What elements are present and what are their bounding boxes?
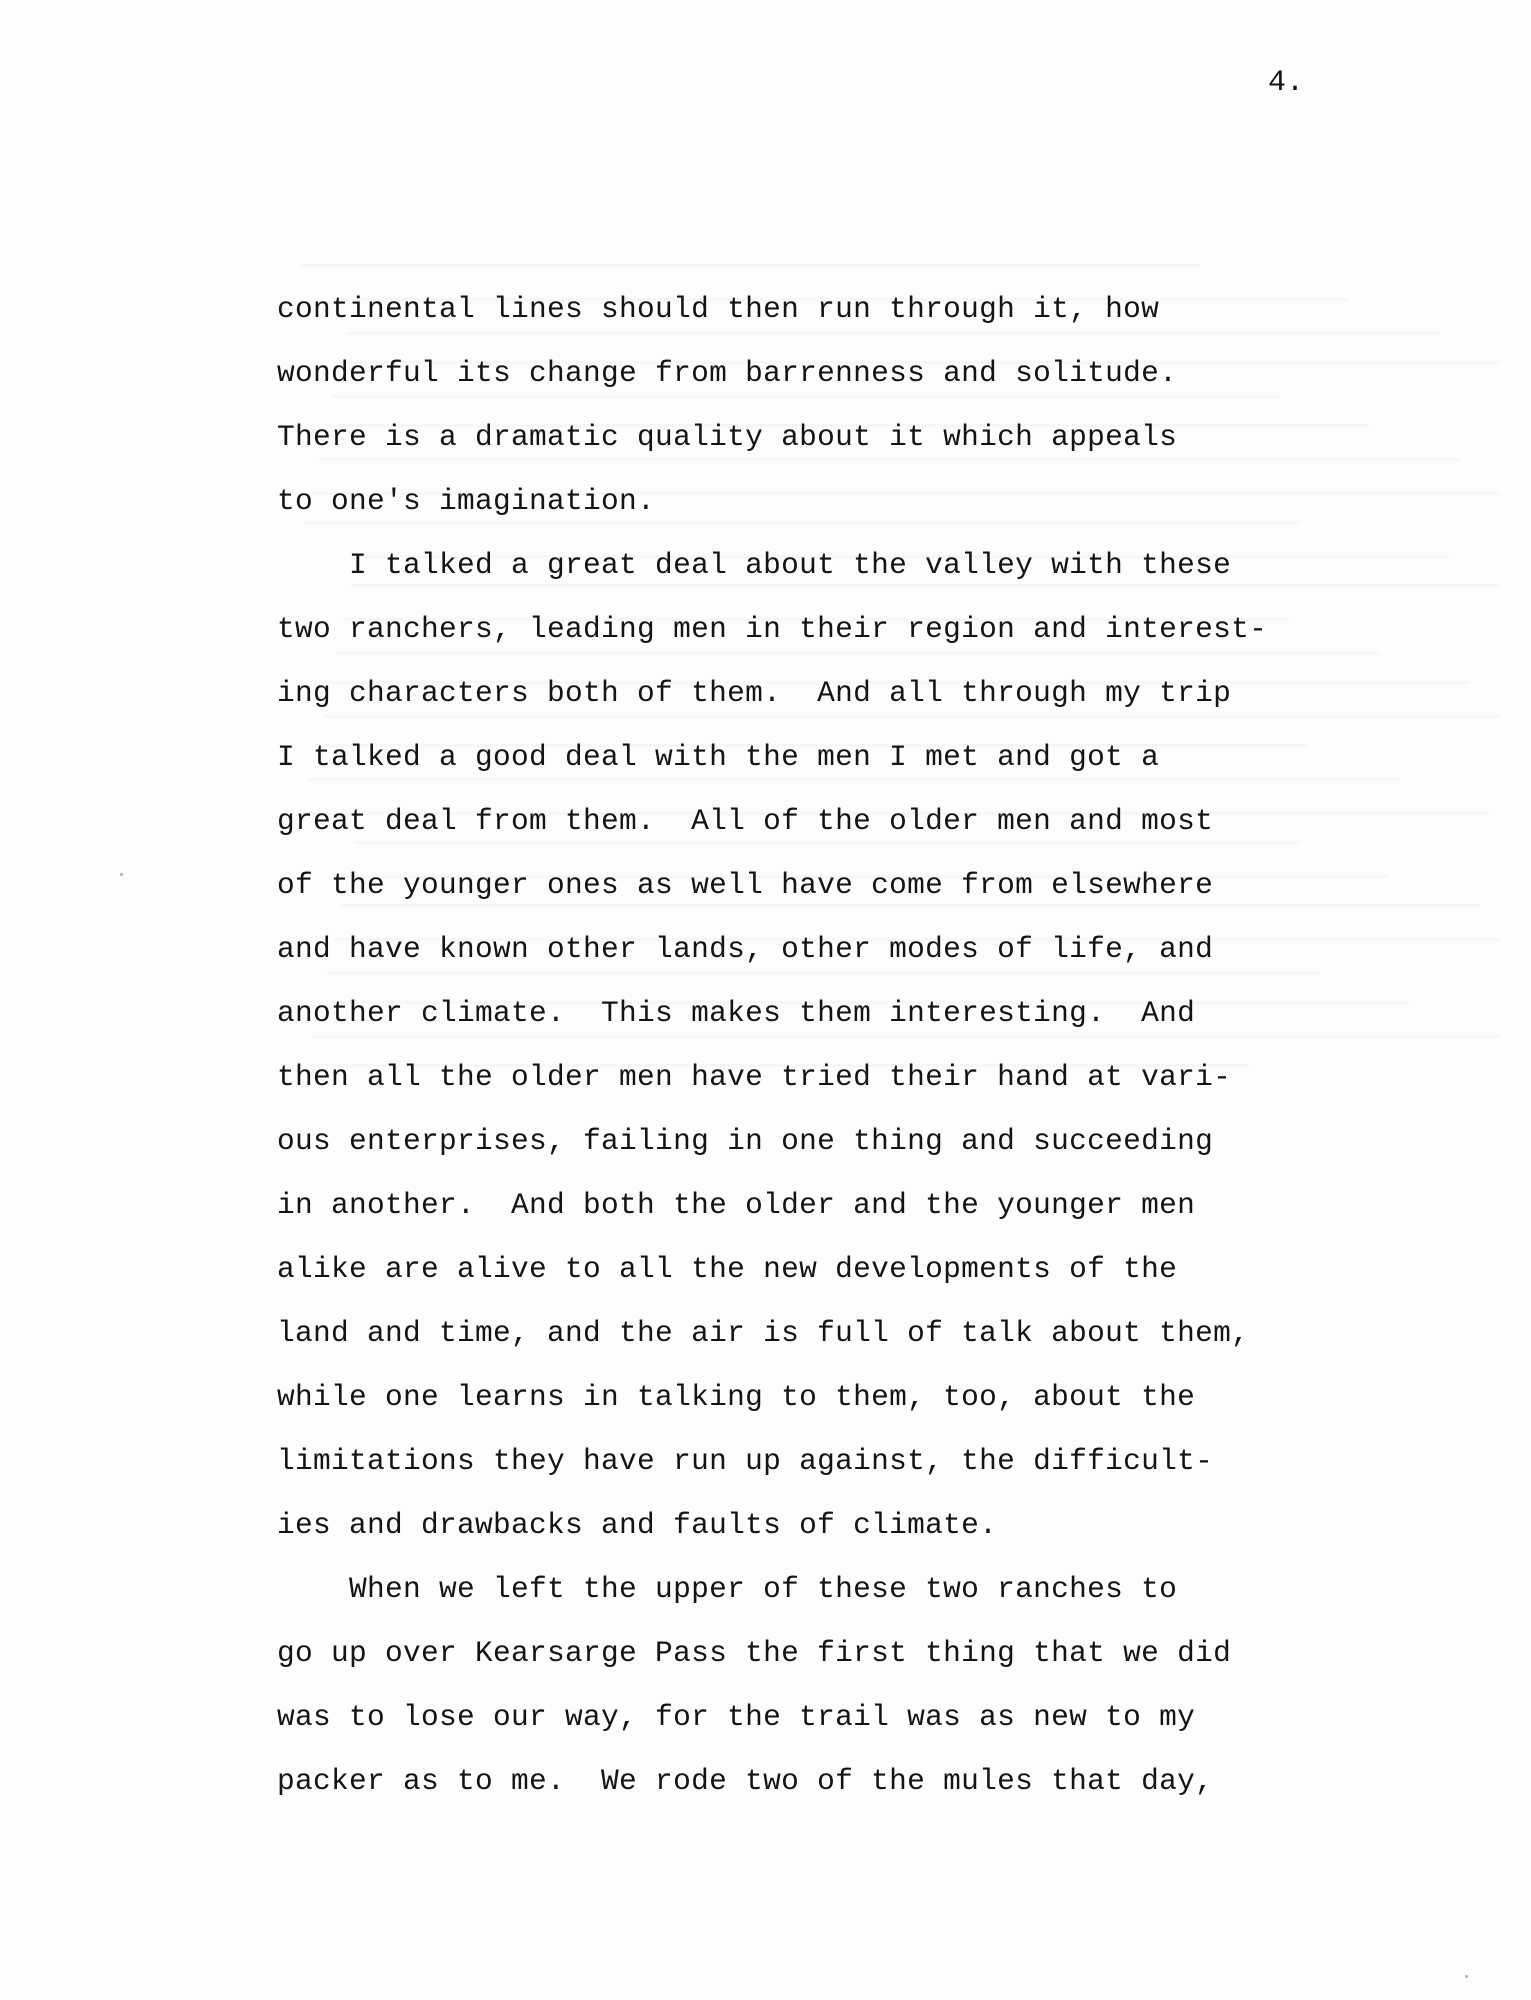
text-line: of the younger ones as well have come from elsewhere xyxy=(277,868,1214,902)
text-line: was to lose our way, for the trail was as new to my xyxy=(277,1700,1196,1734)
text-line: to one's imagination. xyxy=(277,484,656,518)
show-through-line xyxy=(312,1035,1500,1038)
text-line: ies and drawbacks and faults of climate. xyxy=(277,1508,998,1542)
text-line: I talked a great deal about the valley with these xyxy=(277,548,1232,582)
text-line: and have known other lands, other modes of life, and xyxy=(277,932,1214,966)
text-line: limitations they have run up against, the difficult- xyxy=(277,1444,1214,1478)
show-through-line xyxy=(308,778,1400,781)
text-line: packer as to me. We rode two of the mules that day, xyxy=(277,1764,1214,1798)
text-line: great deal from them. All of the older men and most xyxy=(277,804,1214,838)
show-through-line xyxy=(350,584,1500,587)
show-through-line xyxy=(332,395,1280,398)
text-line: I talked a good deal with the men I met and got a xyxy=(277,740,1160,774)
text-line: alike are alive to all the new developments of the xyxy=(277,1252,1178,1286)
text-line: When we left the upper of these two ranches to xyxy=(277,1572,1178,1606)
text-line: go up over Kearsarge Pass the first thing that we did xyxy=(277,1636,1232,1670)
text-line: land and time, and the air is full of talk about them, xyxy=(277,1316,1250,1350)
text-line: ing characters both of them. And all through my trip xyxy=(277,676,1232,710)
text-line: while one learns in talking to them, too, about the xyxy=(277,1380,1196,1414)
text-line: in another. And both the older and the younger men xyxy=(277,1188,1196,1222)
show-through-line xyxy=(340,904,1480,907)
show-through-line xyxy=(322,715,1500,718)
text-line: ous enterprises, failing in one thing and succeeding xyxy=(277,1124,1214,1158)
show-through-line xyxy=(336,652,1380,655)
text-line: wonderful its change from barrenness and solitude. xyxy=(277,356,1178,390)
text-line: another climate. This makes them interesting. And xyxy=(277,996,1196,1030)
text-line: continental lines should then run through it, how xyxy=(277,292,1160,326)
paper-speck xyxy=(120,873,123,876)
text-line: then all the older men have tried their hand at vari- xyxy=(277,1060,1232,1094)
show-through-line xyxy=(346,332,1440,335)
paper-speck xyxy=(1465,1975,1468,1978)
text-line: There is a dramatic quality about it which appeals xyxy=(277,420,1178,454)
show-through-line xyxy=(326,972,1320,975)
show-through-line xyxy=(300,264,1200,267)
text-line: two ranchers, leading men in their region and interest- xyxy=(277,612,1268,646)
show-through-line xyxy=(304,521,1300,524)
page-number: 4. xyxy=(1268,66,1305,100)
show-through-line xyxy=(354,841,1300,844)
show-through-line xyxy=(318,458,1460,461)
